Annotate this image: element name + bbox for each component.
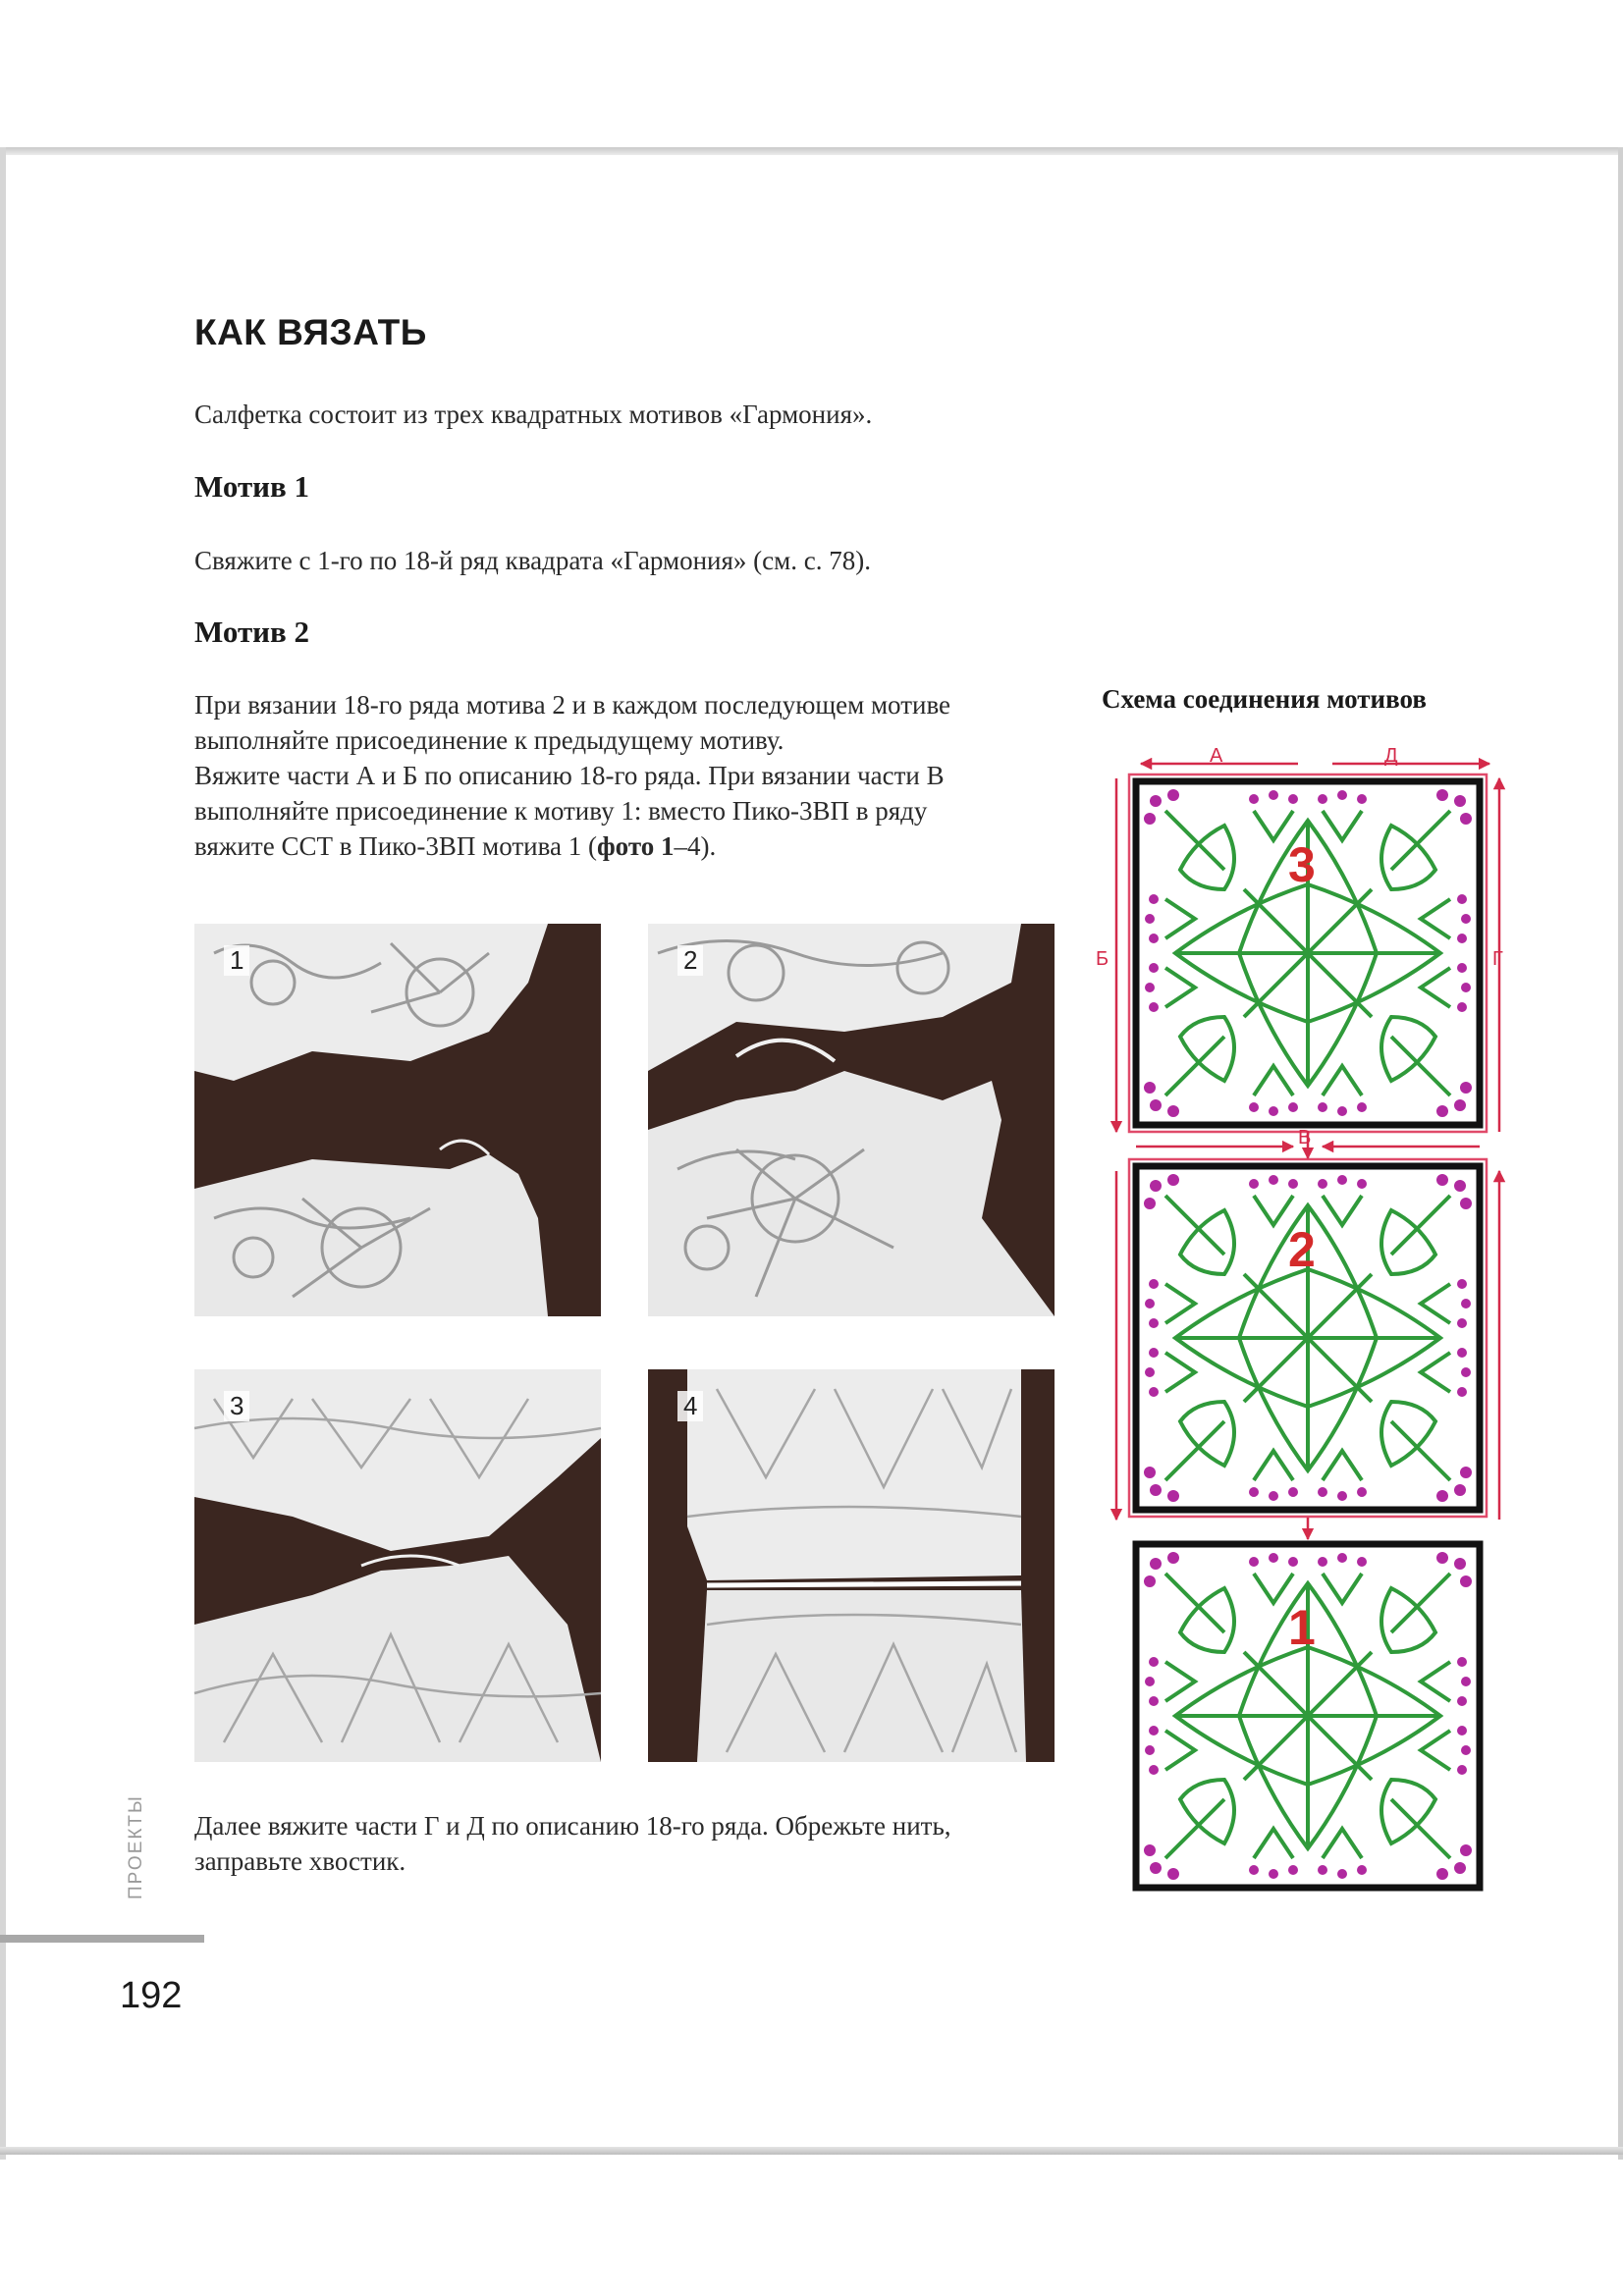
- ending-line: Далее вяжите части Г и Д по описанию 18-го ряда. Обрежьте нить,: [194, 1811, 951, 1841]
- page-edge-bottom: [0, 2147, 1623, 2155]
- part-label-d: Д: [1384, 745, 1398, 767]
- page-number: 192: [120, 1975, 183, 2016]
- part-label-g: Г: [1492, 948, 1503, 970]
- motif-tile: [1136, 781, 1480, 1125]
- photo-reference: фото 1: [597, 831, 675, 861]
- motif2-line: Вяжите части А и Б по описанию 18-го ряда. При вязании части В: [194, 761, 945, 790]
- footer-rule: [0, 1935, 204, 1943]
- section-side-label: [118, 1787, 157, 1904]
- motif2-title: Мотив 2: [194, 614, 310, 649]
- part-label-b: Б: [1096, 948, 1109, 970]
- photo-1: [194, 924, 601, 1316]
- photo-number: 4: [677, 1391, 703, 1421]
- photo-number: 1: [224, 945, 249, 976]
- page-edge-top: [0, 147, 1623, 155]
- part-label-a: А: [1210, 745, 1223, 767]
- motif-number: 1: [1288, 1600, 1316, 1655]
- joining-scheme: [1096, 745, 1514, 1897]
- photo-number: 3: [224, 1391, 249, 1421]
- ending-line: заправьте хвостик.: [194, 1846, 406, 1876]
- motif2-line: вяжите ССТ в Пико-3ВП мотива 1 (: [194, 831, 597, 861]
- motif-tile: [1136, 1544, 1480, 1888]
- motif2-line: –4).: [674, 831, 717, 861]
- page-edge-left: [0, 147, 6, 2160]
- photo-4: [648, 1369, 1055, 1762]
- motif-tile: [1136, 1166, 1480, 1510]
- motif2-line: выполняйте присоединение к предыдущему мотиву.: [194, 725, 784, 755]
- section-heading: КАК ВЯЗАТЬ: [194, 312, 427, 352]
- motif1-title: Мотив 1: [194, 469, 310, 504]
- side-label-text: ПРОЕКТЫ: [126, 1794, 146, 1899]
- motif-number: 2: [1288, 1222, 1316, 1277]
- motif2-text: [194, 687, 1058, 864]
- photo-number: 2: [677, 945, 703, 976]
- ending-text: [194, 1808, 1058, 1879]
- motif2-line: выполняйте присоединение к мотиву 1: вместо Пико-3ВП в ряду: [194, 796, 928, 826]
- photo-3: [194, 1369, 601, 1762]
- motif-number: 3: [1288, 837, 1316, 892]
- motif2-line: При вязании 18-го ряда мотива 2 и в каждом последующем мотиве: [194, 690, 951, 720]
- part-label-v: В: [1298, 1127, 1312, 1148]
- intro-paragraph: Салфетка состоит из трех квадратных мотивов «Гармония».: [194, 400, 873, 429]
- scheme-title: Схема соединения мотивов: [1102, 684, 1427, 714]
- motif1-text: Свяжите с 1-го по 18-й ряд квадрата «Гармония» (см. с. 78).: [194, 546, 871, 575]
- page-edge-right: [1618, 147, 1623, 2160]
- photo-2: [648, 924, 1055, 1316]
